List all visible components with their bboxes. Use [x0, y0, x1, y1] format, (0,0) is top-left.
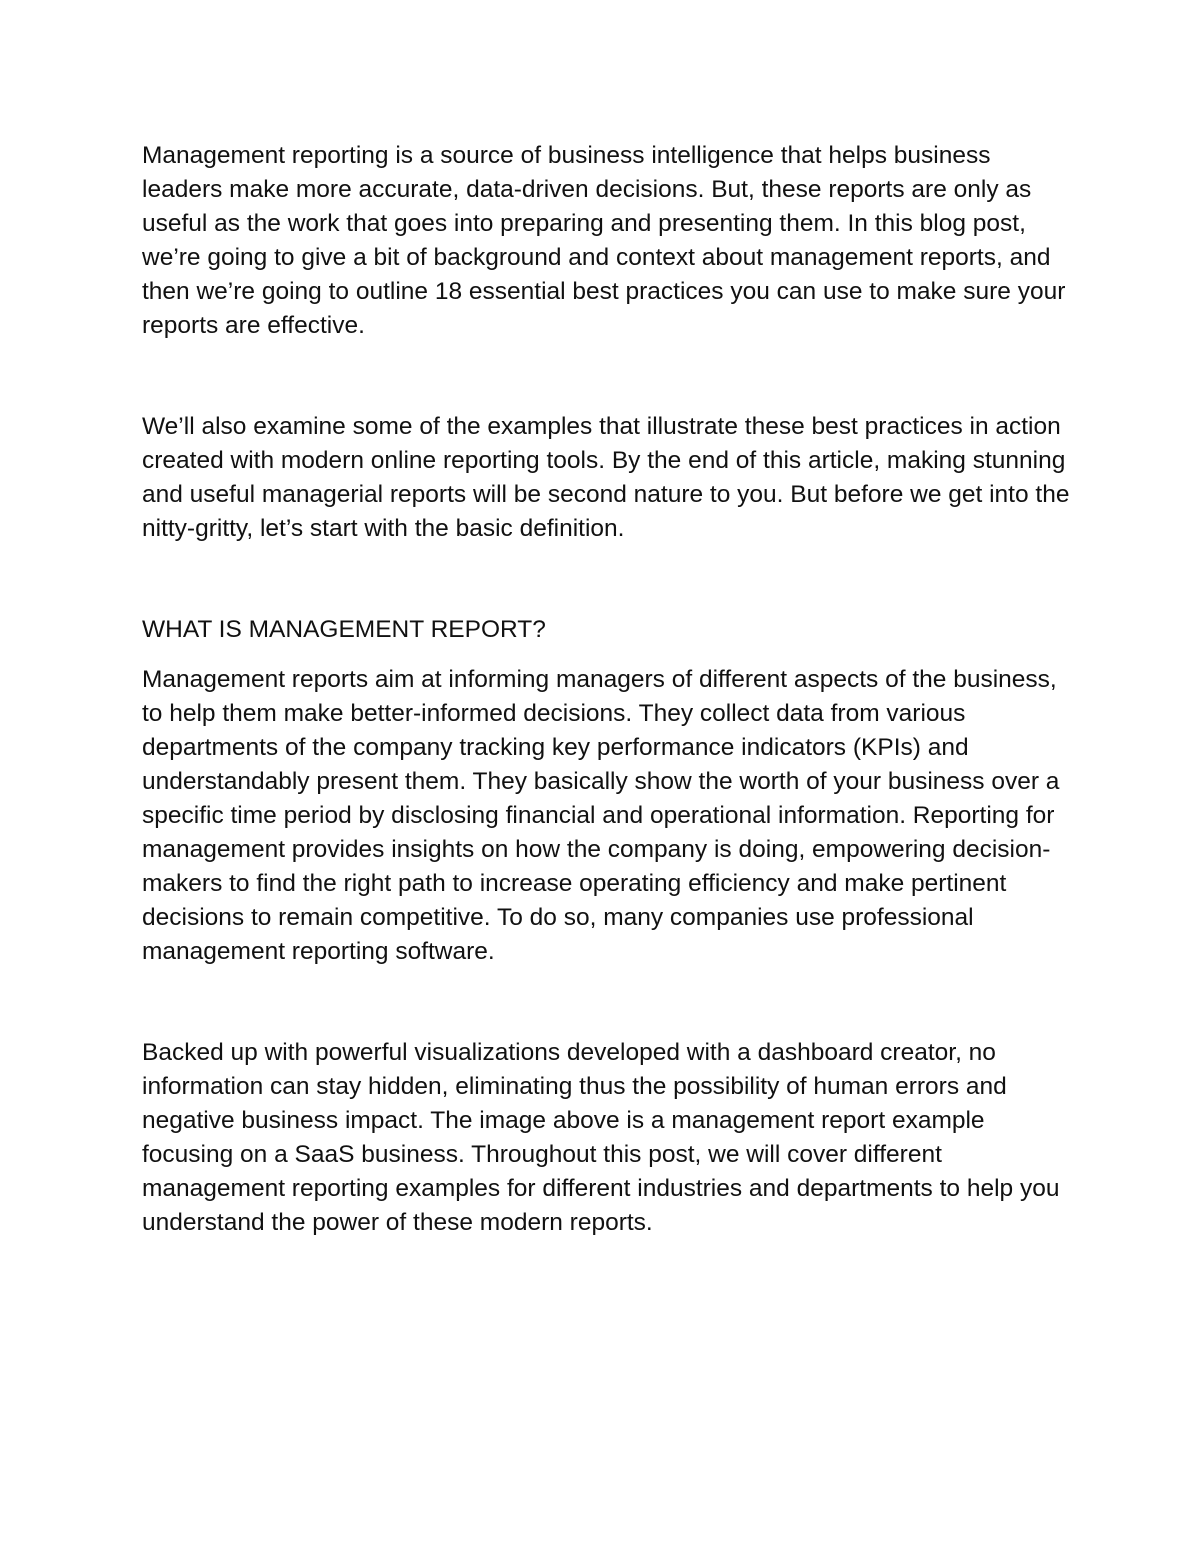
intro-paragraph-2: We’ll also examine some of the examples that illustrate these best practices in action created with modern online reporting tools. By the end of this article, making stunning and useful managerial reports will be second nature to you. But before we get into the nitty-gritty, let’s start with the basic definition. — [142, 413, 1070, 542]
heading-spacer — [142, 546, 1072, 613]
paragraph-spacer — [142, 969, 1072, 1036]
paragraph-spacer — [142, 343, 1072, 410]
heading-after-spacer — [142, 647, 1072, 663]
body-paragraph-1: Management reports aim at informing managers of different aspects of the business, to help them make better-informed decisions. They collect data from various departments of the company tracking key performance indicators (KPIs) and understandably present them. They basically show the worth of your business over a specific time period by disclosing financial and operational information. Reporting for management provides insights on how the company is doing, empowering decision-makers to find the right path to increase operating efficiency and make pertinent decisions to remain competitive. To do so, many companies use professional management reporting software. — [142, 666, 1060, 965]
section-heading: WHAT IS MANAGEMENT REPORT? — [142, 616, 546, 643]
body-paragraph-2: Backed up with powerful visualizations developed with a dashboard creator, no information can stay hidden, eliminating thus the possibility of human errors and negative business impact. The image above is a management report example focusing on a SaaS business. Throughout this post, we will cover different management reporting examples for different industries and departments to help you understand the power of these modern reports. — [142, 1039, 1060, 1236]
intro-paragraph-1: Management reporting is a source of business intelligence that helps business leaders make more accurate, data-driven decisions. But, these reports are only as useful as the work that goes into preparing and presenting them. In this blog post, we’re going to give a bit of background and context about management reports, and then we’re going to outline 18 essential best practices you can use to make sure your reports are effective. — [142, 142, 1066, 339]
document-body — [142, 139, 1072, 1240]
